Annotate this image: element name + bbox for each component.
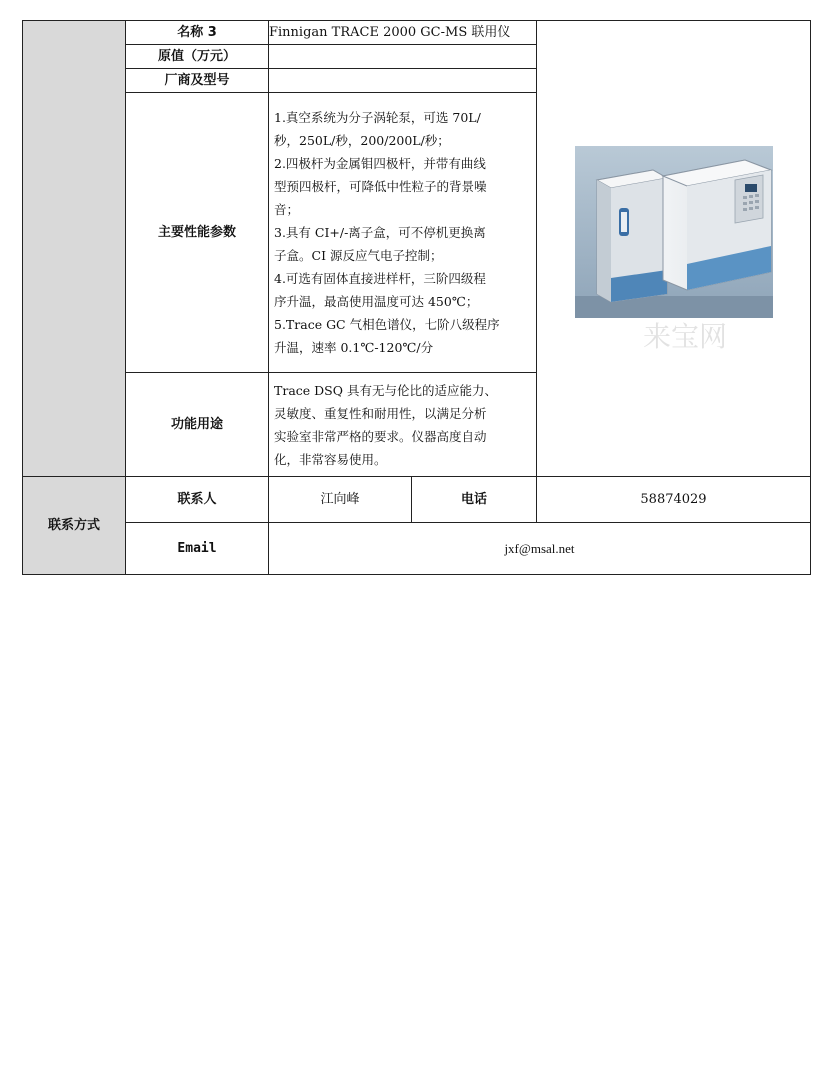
params-line: 4.可选有固体直接进样杆，三阶四级程: [274, 271, 486, 286]
params-text: [269, 106, 536, 359]
params-line: 升温，速率 0.1℃-120℃/分: [274, 340, 434, 355]
contact-person-label: 联系人: [126, 477, 269, 523]
params-cell: [269, 93, 537, 373]
params-line: 5.Trace GC 气相色谱仪，七阶八级程序: [274, 317, 500, 332]
maker-value: [269, 69, 537, 93]
params-line: 2.四极杆为金属钼四极杆，并带有曲线: [274, 156, 486, 171]
use-line: Trace DSQ 具有无与伦比的适应能力、: [274, 382, 497, 398]
params-line: 1.真空系统为分子涡轮泵，可选 70L/: [274, 110, 481, 125]
side-blank-cell: [23, 21, 126, 477]
params-label: 主要性能参数: [126, 93, 269, 373]
email-label: Email: [126, 523, 269, 575]
params-line: 子盒。CI 源反应气电子控制；: [274, 248, 443, 263]
use-line: 灵敏度、重复性和耐用性，以满足分析: [274, 405, 487, 421]
email-value[interactable]: jxf@msal.net: [269, 523, 811, 575]
use-line: 化，非常容易使用。: [274, 451, 387, 467]
contact-section-label: 联系方式: [23, 477, 126, 575]
use-label: 功能用途: [126, 373, 269, 477]
name-value: Finnigan TRACE 2000 GC-MS 联用仪: [269, 21, 537, 45]
phone-value: 58874029: [537, 477, 811, 523]
params-line: 型预四极杆，可降低中性粒子的背景噪: [274, 179, 487, 194]
price-label: 原值（万元）: [126, 45, 269, 69]
gc-ms-instrument-image: [575, 146, 773, 352]
watermark-text: 来宝网: [642, 319, 727, 352]
params-line: 3.具有 CI+/-离子盒，可不停机更换离: [274, 225, 486, 240]
use-line: 实验室非常严格的要求。仪器高度自动: [274, 428, 487, 444]
maker-label: 厂商及型号: [126, 69, 269, 93]
params-line: 序升温，最高使用温度可达 450℃；: [274, 294, 479, 309]
params-line: 音；: [274, 202, 300, 217]
photo-cell: [537, 21, 811, 477]
use-text: [269, 379, 536, 471]
contact-person-value: 江向峰: [269, 477, 412, 523]
use-cell: [269, 373, 537, 477]
price-value: [269, 45, 537, 69]
phone-label: 电话: [412, 477, 537, 523]
name-label: 名称 3: [126, 21, 269, 45]
instrument-photo: [575, 146, 773, 352]
params-line: 秒，250L/秒，200/200L/秒；: [274, 133, 450, 148]
equipment-table: [22, 20, 811, 575]
